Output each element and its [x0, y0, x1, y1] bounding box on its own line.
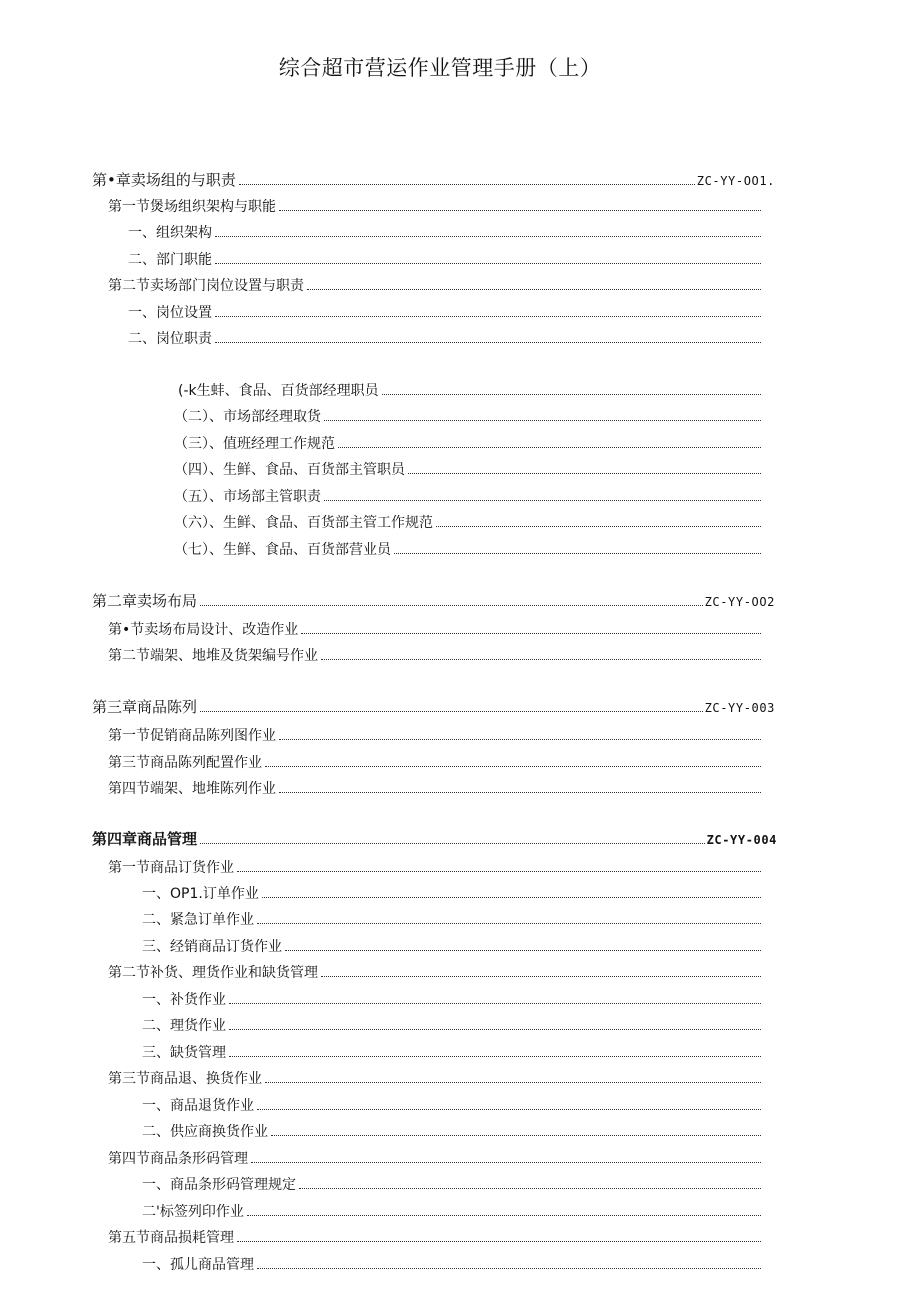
toc-entry-label: 一、孤儿商品管理 — [142, 1257, 254, 1273]
toc-entry-label: 第二节端架、地堆及货架编号作业 — [108, 648, 318, 664]
toc-dot-leader — [436, 526, 761, 527]
toc-entry-label: 第二节补货、理货作业和缺货管理 — [108, 965, 318, 981]
toc-entry-label: 第五节商品损耗管理 — [108, 1230, 234, 1246]
toc-entry[interactable] — [108, 619, 763, 641]
toc-entry[interactable] — [108, 196, 763, 218]
toc-chapter-code: ZC-YY-004 — [706, 833, 777, 847]
toc-entry-label: 第一节商品订货作业 — [108, 860, 234, 876]
toc-entry[interactable] — [142, 883, 763, 905]
toc-chapter-code: ZC-YY-OO1. — [696, 174, 775, 188]
toc-entry[interactable] — [142, 1042, 763, 1064]
toc-entry-label: （四）、生鲜、食品、百货部主管职员 — [174, 462, 405, 478]
toc-entry[interactable] — [142, 1015, 763, 1037]
toc-entry-label: （三）、值班经理工作规范 — [174, 436, 335, 452]
toc-entry[interactable] — [174, 512, 763, 534]
toc-entry-label: 一、补货作业 — [142, 992, 226, 1008]
toc-entry[interactable] — [128, 328, 763, 350]
toc-dot-leader — [382, 394, 761, 395]
toc-chapter-3[interactable] — [92, 696, 775, 718]
toc-entry-label: 第四节端架、地堆陈列作业 — [108, 781, 276, 797]
toc-dot-leader — [279, 792, 761, 793]
toc-entry-label: 三、缺货管理 — [142, 1045, 226, 1061]
toc-chapter-1[interactable] — [92, 169, 775, 191]
toc-entry[interactable] — [108, 962, 763, 984]
toc-dot-leader — [301, 633, 761, 634]
document-title: 综合超市营运作业管理手册（上） — [278, 56, 602, 80]
toc-dot-leader — [321, 976, 761, 977]
toc-dot-leader — [265, 1082, 761, 1083]
toc-entry[interactable] — [174, 433, 763, 455]
toc-entry[interactable] — [108, 725, 763, 747]
toc-entry-label: 二'标签列印作业 — [142, 1204, 244, 1220]
toc-dot-leader — [394, 553, 761, 554]
toc-entry-label: 一、商品退货作业 — [142, 1098, 254, 1114]
toc-dot-leader — [257, 923, 761, 924]
toc-dot-leader — [338, 447, 761, 448]
toc-entry[interactable] — [142, 1174, 763, 1196]
toc-entry[interactable] — [108, 1227, 763, 1249]
toc-chapter-code: ZC-YY-003 — [704, 701, 775, 715]
toc-chapter-label: 第三章商品陈列 — [92, 698, 198, 716]
toc-entry-label: 第•节卖场布局设计、改造作业 — [108, 622, 299, 638]
toc-dot-leader — [321, 659, 761, 660]
toc-entry[interactable] — [142, 1201, 763, 1223]
toc-dot-leader — [239, 184, 695, 185]
toc-dot-leader — [229, 1029, 761, 1030]
toc-dot-leader — [237, 1241, 761, 1242]
toc-dot-leader — [408, 473, 761, 474]
toc-dot-leader — [200, 605, 703, 606]
toc-entry[interactable] — [108, 275, 763, 297]
toc-entry-label: （六）、生鲜、食品、百货部主管工作规范 — [174, 515, 433, 531]
toc-dot-leader — [257, 1109, 761, 1110]
toc-entry-label: 第一节煲场组织架构与职能 — [108, 199, 276, 215]
toc-entry[interactable] — [128, 249, 763, 271]
toc-entry[interactable] — [142, 909, 763, 931]
toc-entry[interactable] — [108, 1068, 763, 1090]
toc-entry-label: 二、岗位职责 — [128, 331, 212, 347]
toc-dot-leader — [279, 739, 761, 740]
toc-dot-leader — [200, 843, 705, 844]
toc-dot-leader — [262, 897, 761, 898]
toc-dot-leader — [215, 236, 761, 237]
toc-entry[interactable] — [178, 380, 763, 402]
toc-entry[interactable] — [174, 459, 763, 481]
toc-entry-label: 第四节商品条形码管理 — [108, 1151, 248, 1167]
toc-dot-leader — [229, 1056, 761, 1057]
toc-entry-label: （五）、市场部主管职责 — [174, 489, 321, 505]
toc-dot-leader — [237, 871, 761, 872]
toc-chapter-code: ZC-YY-OO2 — [704, 595, 775, 609]
toc-entry-label: (-k生蚌、食品、百货部经理职员 — [178, 383, 379, 399]
toc-entry[interactable] — [142, 1095, 763, 1117]
toc-entry[interactable] — [174, 486, 763, 508]
toc-dot-leader — [215, 263, 761, 264]
toc-entry-label: 第二节卖场部门岗位设置与职责 — [108, 278, 304, 294]
toc-entry[interactable] — [108, 857, 763, 879]
toc-entry-label: 二、紧急订单作业 — [142, 912, 254, 928]
toc-chapter-label: 第二章卖场布局 — [92, 592, 198, 610]
toc-entry[interactable] — [108, 1148, 763, 1170]
toc-dot-leader — [271, 1135, 761, 1136]
toc-entry[interactable] — [128, 302, 763, 324]
toc-entry-label: 二、部门职能 — [128, 252, 212, 268]
toc-entry[interactable] — [142, 989, 763, 1011]
toc-entry-label: 第三节商品退、换货作业 — [108, 1071, 262, 1087]
toc-chapter-label: 第•章卖场组的与职责 — [92, 171, 236, 189]
toc-dot-leader — [324, 420, 761, 421]
toc-entry-label: 二、理货作业 — [142, 1018, 226, 1034]
toc-entry[interactable] — [108, 778, 763, 800]
toc-dot-leader — [251, 1162, 761, 1163]
toc-entry-label: （二）、市场部经理取货 — [174, 409, 321, 425]
toc-entry-label: 一、岗位设置 — [128, 305, 212, 321]
toc-entry[interactable] — [174, 406, 763, 428]
toc-dot-leader — [285, 950, 761, 951]
toc-entry[interactable] — [142, 936, 763, 958]
toc-dot-leader — [279, 210, 761, 211]
toc-entry[interactable] — [174, 539, 763, 561]
toc-dot-leader — [229, 1003, 761, 1004]
toc-dot-leader — [247, 1215, 761, 1216]
toc-dot-leader — [257, 1268, 761, 1269]
toc-entry[interactable] — [128, 222, 763, 244]
toc-entry[interactable] — [142, 1121, 763, 1143]
toc-entry-label: 一、组织架构 — [128, 225, 212, 241]
toc-entry[interactable] — [142, 1254, 763, 1276]
toc-dot-leader — [215, 316, 761, 317]
toc-entry-label: 一、商品条形码管理规定 — [142, 1177, 296, 1193]
toc-entry-label: 第三节商品陈列配置作业 — [108, 755, 262, 771]
toc-dot-leader — [265, 766, 761, 767]
toc-dot-leader — [215, 342, 761, 343]
toc-dot-leader — [299, 1188, 761, 1189]
toc-dot-leader — [324, 500, 761, 501]
toc-entry-label: 一、OP1.订单作业 — [142, 886, 259, 902]
toc-entry-label: （七）、生鲜、食品、百货部营业员 — [174, 542, 391, 558]
toc-entry[interactable] — [108, 645, 763, 667]
toc-entry-label: 三、经销商品订货作业 — [142, 939, 282, 955]
toc-entry[interactable] — [108, 752, 763, 774]
toc-dot-leader — [200, 711, 703, 712]
toc-dot-leader — [307, 289, 761, 290]
toc-entry-label: 二、供应商换货作业 — [142, 1124, 268, 1140]
toc-entry-label: 第一节促销商品陈列图作业 — [108, 728, 276, 744]
toc-chapter-4[interactable] — [92, 828, 777, 850]
toc-chapter-2[interactable] — [92, 590, 775, 612]
toc-chapter-label: 第四章商品管理 — [92, 830, 198, 848]
